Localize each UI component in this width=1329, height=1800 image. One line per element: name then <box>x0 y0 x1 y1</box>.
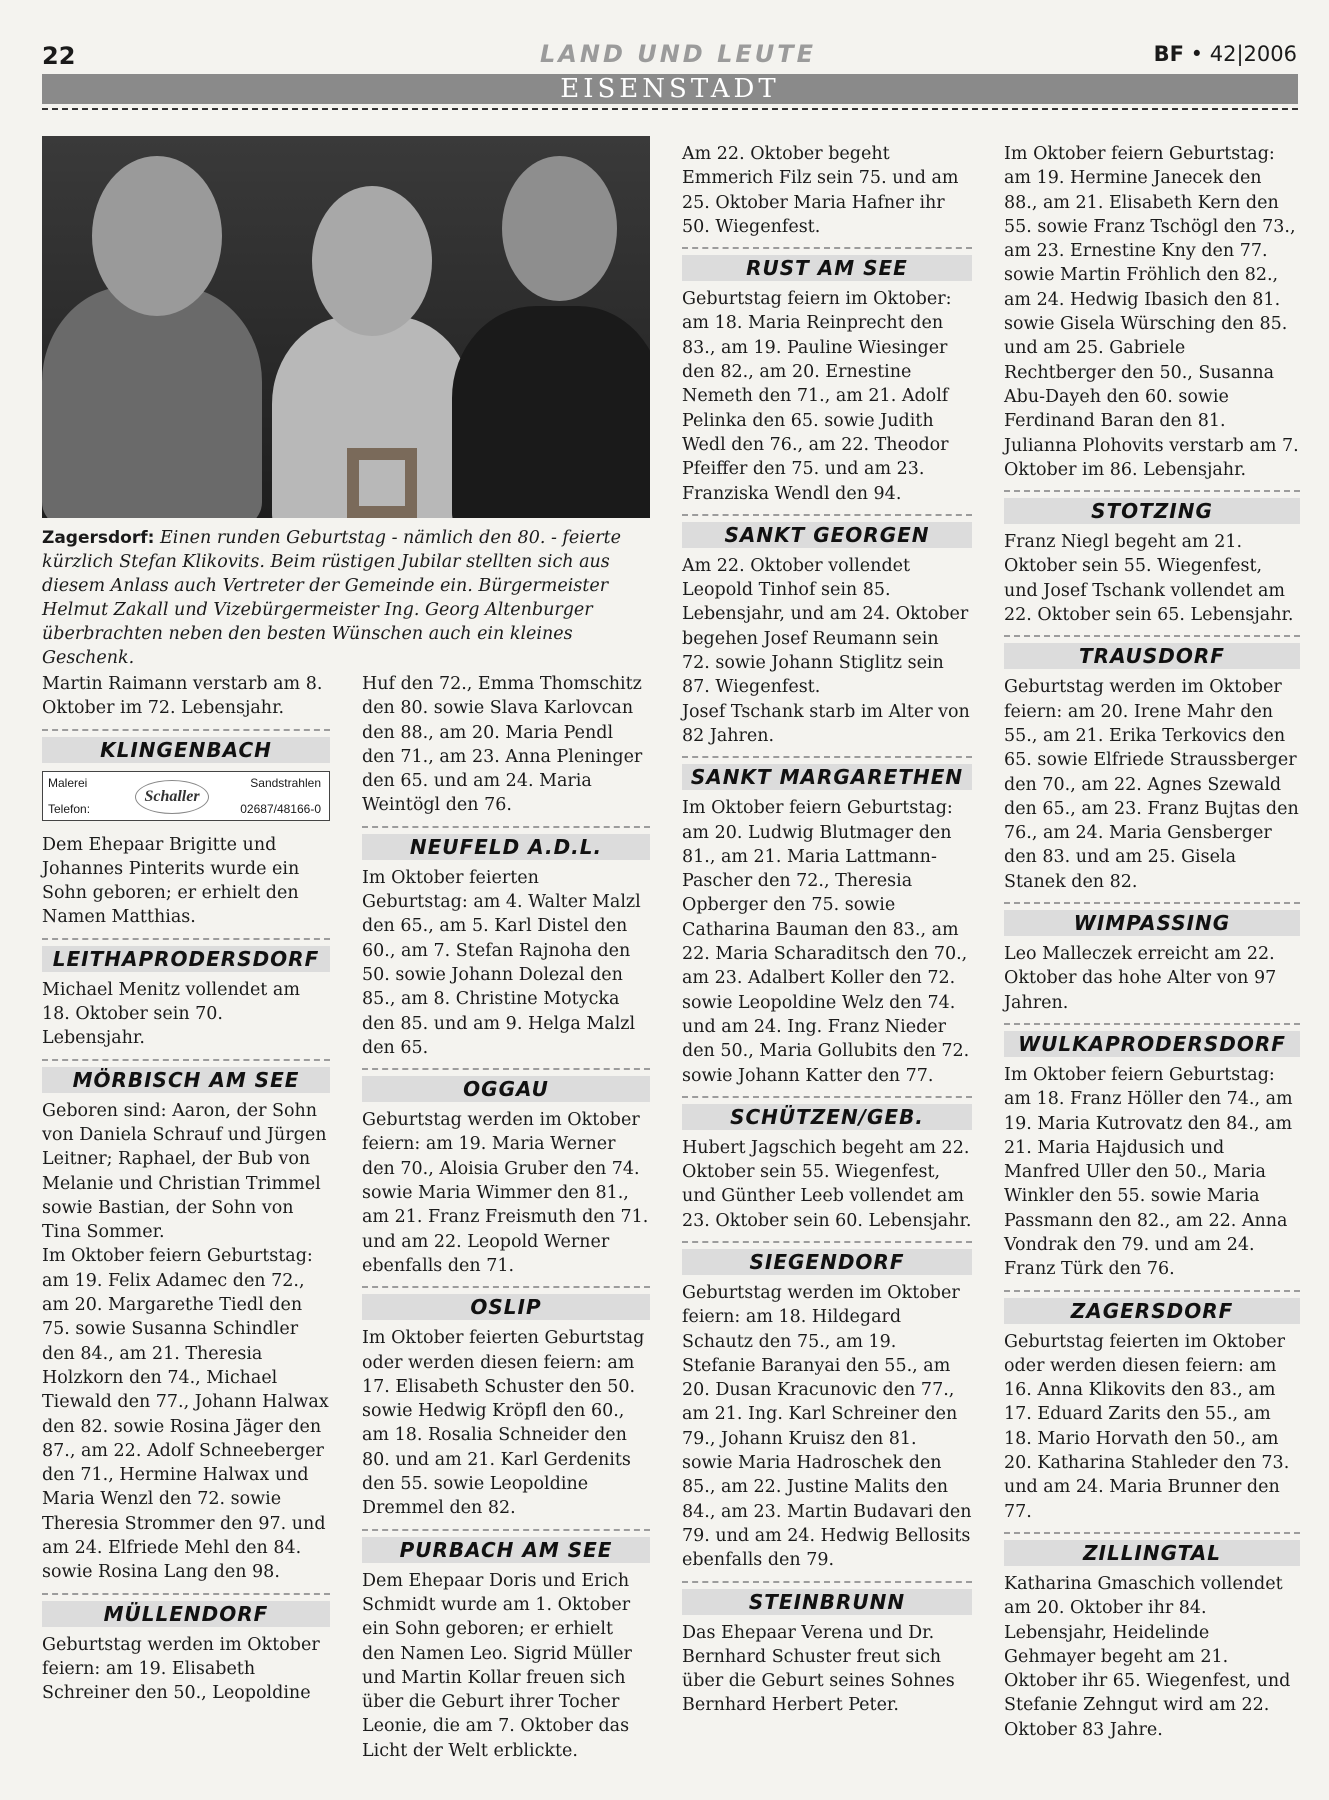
region-title: EISENSTADT <box>560 74 780 104</box>
c1-klingenbach-text: Dem Ehepaar Brigitte und Johannes Pinterits wurde ein Sohn geboren; er erhielt den Namen Matthias. <box>42 834 300 928</box>
c4-zagersdorf-text: Geburtstag feierten im Oktober oder werden diesen feiern: am 16. Anna Klikovits den 83., am 17. Eduard Zarits den 55., am 18. Mario Horvath den 50., am 20. Katharina Stahleder den 73. und am 24. Maria Brunner den 77. <box>1004 1331 1290 1522</box>
c1-leithaprodersdorf-text: Michael Menitz vollendet am 18. Oktober sein 70. Lebensjahr. <box>42 979 300 1049</box>
c1-intro: Martin Raimann verstarb am 8. Oktober im 72. Lebensjahr. <box>42 674 323 719</box>
photo-caption <box>42 526 650 670</box>
heading-siegendorf: SIEGENDORF <box>682 1241 972 1275</box>
heading-leithaprodersdorf: LEITHAPRODERSDORF <box>42 938 330 972</box>
caption-text: Einen runden Geburtstag - nämlich den 80. - feierte kürzlich Stefan Klikovits. Beim rüstigen Jubilar stellten sich aus diesem Anlass auch Vertreter der Gemeinde ein. Bürgermeister Helmut Zakall und Vizebürgermeister Ing. Georg Altenburger überbrachten neben den besten Wünschen auch ein kleines Geschenk. <box>42 528 621 668</box>
photo <box>42 136 650 518</box>
region-band <box>42 74 1298 104</box>
heading-steinbrunn: STEINBRUNN <box>682 1581 972 1615</box>
section-rubric: LAND UND LEUTE <box>540 40 817 68</box>
c4-wulkaprodersdorf-text: Im Oktober feiern Geburtstag: am 18. Franz Höller den 74., am 19. Maria Kutrovatz den 84., am 21. Maria Hajdusich und Manfred Uller den 50., Maria Winkler den 55. sowie Maria Passmann den 82., am 22. Anna Vondrak den 79. und am 24. Franz Türk den 76. <box>1004 1064 1293 1280</box>
column-2 <box>362 672 650 1763</box>
caption-place: Zagersdorf: <box>42 528 155 548</box>
ad-logo: Schaller <box>135 780 209 814</box>
c2-oslip-text: Im Oktober feierten Geburtstag oder werden diesen feiern: am 17. Elisabeth Schuster den 50. sowie Hedwig Kröpfl den 60., am 18. Rosalia Schneider den 80. und am 21. Karl Gerdenits den 55. sowie Leopoldine Dremmel den 82. <box>362 1328 645 1519</box>
c3-siegendorf-text: Geburtstag werden im Oktober feiern: am 18. Hildegard Schautz den 75., am 19. Stefanie Baranyai den 55., am 20. Dusan Kracunovic den 77., am 21. Ing. Karl Schreiner den 79., Johann Kruisz den 81. sowie Maria Hadroschek den 85., am 22. Justine Malits den 84., am 23. Martin Budavari den 79. und am 24. Hedwig Bellosits ebenfalls den 79. <box>682 1282 972 1571</box>
c1-muellendorf-text: Geburtstag werden im Oktober feiern: am 19. Elisabeth Schreiner den 50., Leopoldine <box>42 1634 320 1704</box>
heading-zagersdorf: ZAGERSDORF <box>1004 1290 1300 1324</box>
ad-right-top: Sandstrahlen <box>250 775 321 790</box>
c4-intro: Im Oktober feiern Geburtstag: am 19. Hermine Janecek den 88., am 21. Elisabeth Kern den 55. sowie Franz Tschögl den 73., am 23. Ernestine Kny den 77. sowie Martin Fröhlich den 82., am 24. Hedwig Ibasich den 81. sowie Gisela Würsching den 85. und am 25. Gabriele Rechtberger den 50., Susanna Abu-Dayeh den 60. sowie Ferdinand Baran den 81. Julianna Plohovits verstarb am 7. Oktober im 86. Lebensjahr. <box>1004 144 1299 480</box>
heading-zillingtal: ZILLINGTAL <box>1004 1532 1300 1566</box>
c2-purbach-text: Dem Ehepaar Doris und Erich Schmidt wurde am 1. Oktober ein Sohn geboren; er erhielt den Namen Leo. Sigrid Müller und Martin Kollar freuen sich über die Geburt ihrer Tocher Leonie, die am 7. Oktober das Licht der Welt erblickte. <box>362 1570 632 1761</box>
heading-schuetzen: SCHÜTZEN/GEB. <box>682 1096 972 1130</box>
issue-info: BF • 42|2006 <box>1153 42 1297 66</box>
c3-schuetzen-text: Hubert Jagschich begeht am 22. Oktober sein 55. Wiegenfest, und Günther Leeb vollendet am 23. Oktober sein 60. Lebensjahr. <box>682 1137 972 1231</box>
publication-name: BF <box>1153 42 1184 66</box>
c3-rust-text: Geburtstag feiern im Oktober: am 18. Maria Reinprecht den 83., am 19. Pauline Wiesinger den 82., am 20. Ernestine Nemeth den 71., am 21. Adolf Pelinka den 65. sowie Judith Wedl den 76., am 22. Theodor Pfeiffer den 75. und am 23. Franziska Wendl den 94. <box>682 289 952 504</box>
face-right <box>502 156 617 301</box>
c2-neufeld-text: Im Oktober feierten Geburtstag: am 4. Walter Malzl den 65., am 5. Karl Distel den 60., am 7. Stefan Rajnoha den 50. sowie Johann Dolezal den 85., am 8. Christine Motycka den 85. und am 9. Helga Malzl den 65. <box>362 867 641 1058</box>
person-right <box>452 306 650 518</box>
heading-stotzing: STOTZING <box>1004 490 1300 524</box>
c4-zillingtal-text: Katharina Gmaschich vollendet am 20. Oktober ihr 84. Lebensjahr, Heidelinde Gehmayer begeht am 21. Oktober ihr 65. Wiegenfest, und Stefanie Zehngut wird am 22. Oktober 83 Jahre. <box>1004 1573 1291 1740</box>
ad-left-bottom: Telefon: <box>48 801 91 816</box>
c1-moerbisch-text2: Im Oktober feiern Geburtstag: am 19. Felix Adamec den 72., am 20. Margarethe Tiedl den 75. sowie Susanna Schindler den 84., am 21. Theresia Holzkorn den 74., Michael Tiewald den 77., Johann Halwax den 82. sowie Rosina Jäger den 87., am 22. Adolf Schneeberger den 71., Hermine Halwax und Maria Wenzl den 72. sowie Theresia Strommer den 97. und am 24. Elfriede Mehl den 84. sowie Rosina Lang den 98. <box>42 1246 329 1583</box>
heading-wimpassing: WIMPASSING <box>1004 902 1300 936</box>
advertisement <box>42 771 330 821</box>
c3-sanktgeorgen-text1: Am 22. Oktober vollendet Leopold Tinhof sein 85. Lebensjahr, und am 24. Oktober begehen Josef Reumann sein 72. sowie Johann Stiglitz sein 87. Wiegenfest. <box>682 555 969 698</box>
heading-wulkaprodersdorf: WULKAPRODERSDORF <box>1004 1023 1300 1057</box>
heading-trausdorf: TRAUSDORF <box>1004 635 1300 669</box>
heading-oggau: OGGAU <box>362 1068 650 1102</box>
face-left <box>92 156 222 316</box>
heading-oslip: OSLIP <box>362 1286 650 1320</box>
face-middle <box>312 186 432 336</box>
column-3 <box>682 142 972 1718</box>
heading-sankt-margarethen: SANKT MARGARETHEN <box>682 756 972 790</box>
c3-steinbrunn-text: Das Ehepaar Verena und Dr. Bernhard Schuster freut sich über die Geburt seines Sohnes Bernhard Herbert Peter. <box>682 1622 955 1716</box>
heading-klingenbach: KLINGENBACH <box>42 729 330 763</box>
c3-sanktmargarethen-text: Im Oktober feiern Geburtstag: am 20. Ludwig Blutmager den 81., am 21. Maria Lattmann-Pascher den 72., Theresia Opberger den 75. sowie Catharina Bauman den 83., am 22. Maria Scharaditsch den 70., am 23. Adalbert Koller den 72. sowie Leopoldine Welz den 74. und am 24. Ing. Franz Nieder den 50., Maria Gollubits den 72. sowie Johann Katter den 77. <box>682 798 970 1086</box>
c4-stotzing-text: Franz Niegl begeht am 21. Oktober sein 55. Wiegenfest, und Josef Tschank vollendet am 22. Oktober sein 65. Lebensjahr. <box>1004 532 1294 626</box>
column-4 <box>1004 142 1300 1742</box>
person-left <box>42 286 262 518</box>
c2-oggau-text: Geburtstag werden im Oktober feiern: am 19. Maria Werner den 70., Aloisia Gruber den 74. sowie Maria Wimmer den 81., am 21. Franz Freismuth den 71. und am 22. Leopold Werner ebenfalls den 71. <box>362 1110 649 1276</box>
heading-sankt-georgen: SANKT GEORGEN <box>682 514 972 548</box>
page-number: 22 <box>42 42 76 70</box>
gift-frame <box>347 448 417 518</box>
column-1 <box>42 672 330 1706</box>
heading-purbach: PURBACH AM SEE <box>362 1529 650 1563</box>
c3-intro: Am 22. Oktober begeht Emmerich Filz sein 75. und am 25. Oktober Maria Hafner ihr 50. Wiegenfest. <box>682 144 959 237</box>
c4-wimpassing-text: Leo Malleczek erreicht am 22. Oktober das hohe Alter von 97 Jahren. <box>1004 944 1277 1013</box>
ad-right-bottom: 02687/48166-0 <box>240 801 321 816</box>
header-divider <box>42 108 1298 110</box>
c1-moerbisch-text1: Geboren sind: Aaron, der Sohn von Daniela Schrauf und Jürgen Leitner; Raphael, der Bub von Melanie und Christian Trimmel sowie Bastian, der Sohn von Tina Sommer. <box>42 1100 327 1243</box>
heading-neufeld: NEUFELD A.D.L. <box>362 826 650 860</box>
heading-muellendorf: MÜLLENDORF <box>42 1593 330 1627</box>
c4-trausdorf-text: Geburtstag werden im Oktober feiern: am 20. Irene Mahr den 55., am 21. Erika Terkovics den 65. sowie Elfriede Straussberger den 70., am 22. Agnes Szewald den 65., am 23. Franz Bujtas den 76., am 24. Maria Gensberger den 83. und am 25. Gisela Stanek den 82. <box>1004 677 1299 892</box>
heading-moerbisch: MÖRBISCH AM SEE <box>42 1059 330 1093</box>
issue-number: 42|2006 <box>1209 42 1297 66</box>
c2-intro: Huf den 72., Emma Thomschitz den 80. sowie Slava Karlovcan den 88., am 20. Maria Pendl den 71., am 23. Anna Pleninger den 65. und am 24. Maria Weintögl den 76. <box>362 674 643 816</box>
ad-left-top: Malerei <box>48 775 88 790</box>
heading-rust: RUST AM SEE <box>682 247 972 281</box>
c3-sanktgeorgen-text2: Josef Tschank starb im Alter von 82 Jahren. <box>682 701 970 746</box>
